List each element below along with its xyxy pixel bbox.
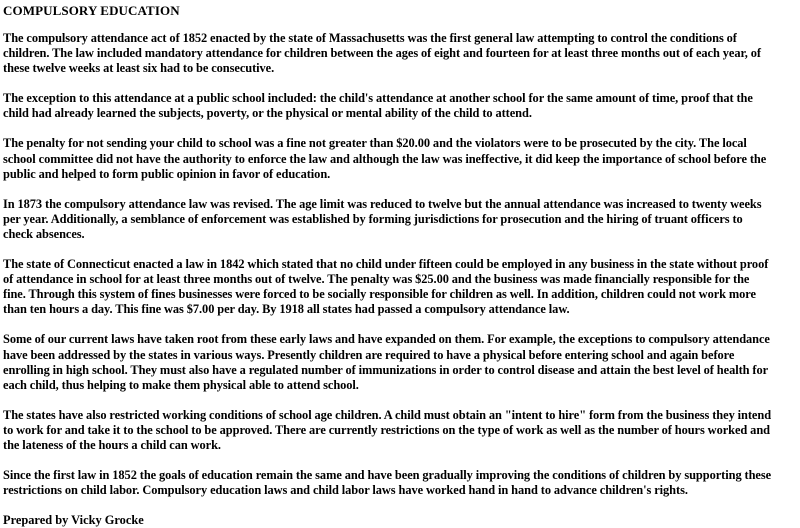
paragraph-5: The state of Connecticut enacted a law in 1842 which stated that no child under fifteen could be employed in any business in the state without proof of attendance in school for at least three months out of twelve. The penalty was $25.00 and the business was made financially responsible for the fine. Through this system of fines businesses were forced to be socially responsible for children as well. In addition, children could not work more than ten hours a day. This fine was $7.00 per day. By 1918 all states had passed a compulsory attendance law. (3, 257, 769, 317)
paragraph-2: The exception to this attendance at a public school included: the child's attendance at another school for the same amount of time, proof that the child had already learned the subjects, poverty, or the physical or mental ability of the child to attend. (3, 91, 753, 121)
paragraph-6: Some of our current laws have taken root from these early laws and have expanded on them. For example, the exceptions to compulsory attendance have been addressed by the states in various ways. Presently children are required to have a physical before entering school and again before enrolling in high school. They must also have a regulated number of immunizations in order to control disease and attain the best level of health for each child, thus helping to make them physical able to attend school. (3, 332, 770, 392)
page-title: COMPULSORY EDUCATION (3, 3, 180, 18)
paragraph-3: The penalty for not sending your child to school was a fine not greater than $20.00 and the violators were to be prosecuted by the city. The local school committee did not have the authority to enforce the law and although the law was ineffective, it did keep the importance of school before the public and helped to form public opinion in favor of education. (3, 136, 767, 181)
paragraph-4: In 1873 the compulsory attendance law was revised. The age limit was reduced to twelve but the annual attendance was increased to twenty weeks per year. Additionally, a semblance of enforcement was established by forming jurisdictions for prosecution and the hiring of truant officers to check absences. (3, 196, 762, 241)
author-byline: Prepared by Vicky Grocke (3, 513, 144, 528)
paragraph-1: The compulsory attendance act of 1852 enacted by the state of Massachusetts was the first general law attempting to control the conditions of children. The law included mandatory attendance for children between the ages of eight and fourteen for at least three months out of each year, of these twelve weeks at least six had to be consecutive. (3, 31, 761, 76)
paragraph-7: The states have also restricted working conditions of school age children. A child must obtain an "intent to hire" form from the business they intend to work for and take it to the school to be approved. There are currently restrictions on the type of work as well as the number of hours worked and the lateness of the hours a child can work. (3, 407, 772, 452)
paragraph-8: Since the first law in 1852 the goals of education remain the same and have been gradually improving the conditions of children by supporting these restrictions on child labor. Compulsory education laws and child labor laws have worked hand in hand to advance children's rights. (3, 468, 772, 498)
